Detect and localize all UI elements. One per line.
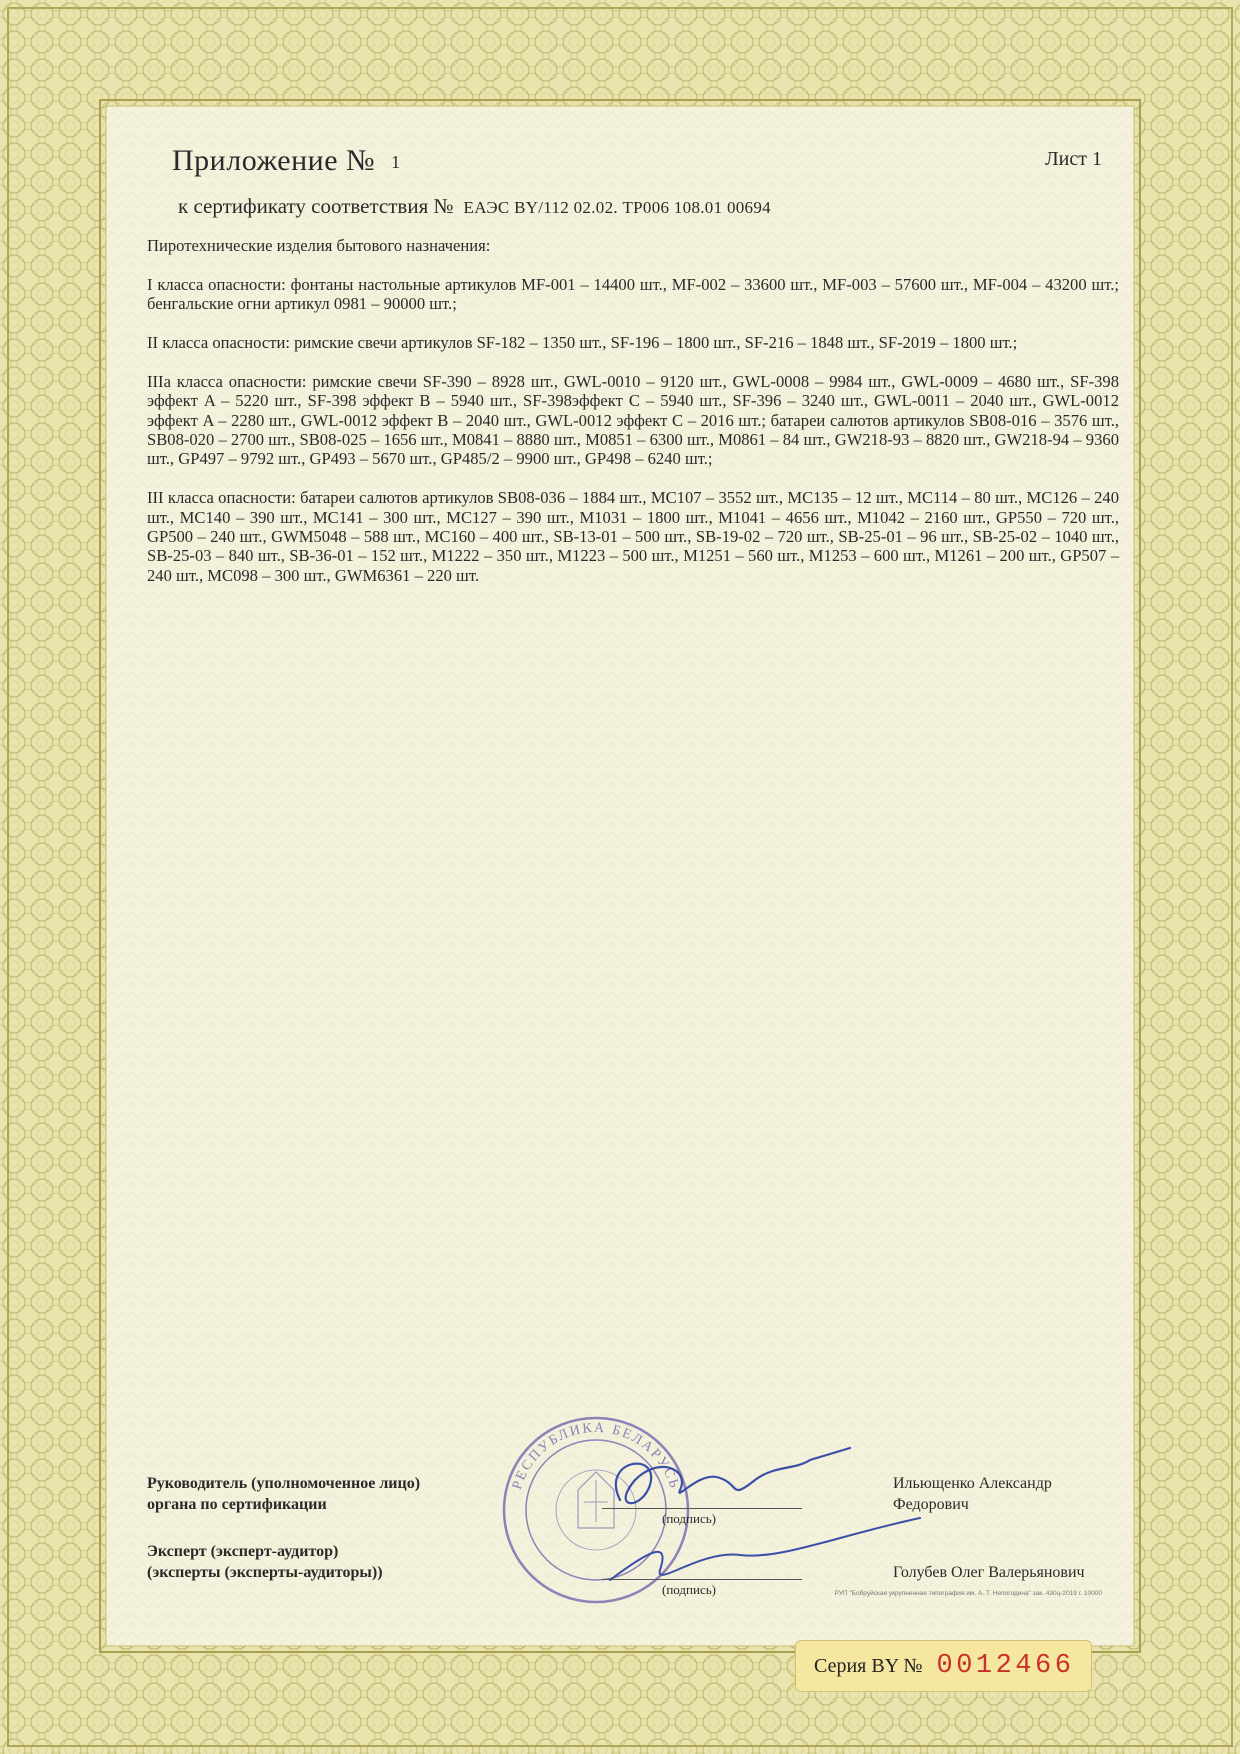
expert-label (147, 1541, 383, 1583)
series-box (795, 1640, 1092, 1692)
series-number: 0012466 (936, 1651, 1075, 1681)
hazard-class-1-paragraph: I класса опасности: фонтаны настольные артикулов MF-001 – 14400 шт., MF-002 – 33600 шт., MF-003 – 57600 шт., MF-004 – 43200 шт.; бенгальские огни артикул 0981 – 90000 шт.; (147, 274, 1119, 314)
expert-label-line1: Эксперт (эксперт-аудитор) (147, 1543, 339, 1560)
appendix-title (172, 144, 401, 178)
appendix-number: 1 (391, 152, 401, 172)
head-label (147, 1473, 420, 1515)
head-signature-line (602, 1508, 802, 1509)
expert-signature-caption: (подпись) (662, 1582, 716, 1597)
hazard-class-3a-paragraph: IIIa класса опасности: римские свечи SF-390 – 8928 шт., GWL-0010 – 9120 шт., GWL-0008 – 9984 шт., GWL-0009 – 4680 шт., SF-398 эффект A – 5220 шт., SF-398 эффект B – 5940 шт., SF-398эффект C – 5940 шт., SF-396 – 3240 шт., GWL-0011 – 2040 шт., GWL-0012 эффект A – 2280 шт., GWL-0012 эффект B – 2040 шт., GWL-0012 эффект C – 2016 шт.; батареи салютов артикулов SB08-016 – 3576 шт., SB08-020 – 2700 шт., SB08-025 – 1656 шт., M0841 – 8880 шт., M0851 – 6300 шт., M0861 – 84 шт., GW218-93 – 8820 шт., GW218-94 – 9360 шт., GP497 – 9792 шт., GP493 – 5670 шт., GP485/2 – 9900 шт., GP498 – 6240 шт.; (147, 371, 1119, 469)
stamp-text: РЕСПУБЛИКА БЕЛАРУСЬ (509, 1420, 683, 1492)
printer-info: РУП "Бобруйская укрупненная типография им. А. Т. Непогодина" зак. 430ц-2019 г. 10000 (834, 1590, 1102, 1597)
expert-label-line2: (эксперты (эксперты-аудиторы)) (147, 1564, 383, 1581)
expert-signature-line (602, 1579, 802, 1580)
document-body (147, 236, 1119, 605)
hazard-class-3-paragraph: III класса опасности: батареи салютов артикулов SB08-036 – 1884 шт., MC107 – 3552 шт., MC135 – 12 шт., MC114 – 80 шт., MC126 – 240 шт., MC140 – 390 шт., MC141 – 300 шт., MC127 – 390 шт., M1031 – 1800 шт., M1041 – 4656 шт., M1042 – 2160 шт., GP550 – 720 шт., GP500 – 240 шт., GWM5048 – 588 шт., MC160 – 400 шт., SB-13-01 – 500 шт., SB-19-02 – 720 шт., SB-25-01 – 96 шт., SB-25-02 – 1040 шт., SB-25-03 – 840 шт., SB-36-01 – 152 шт., M1222 – 350 шт., M1223 – 500 шт., M1251 – 560 шт., M1253 – 600 шт., M1261 – 200 шт., GP507 – 240 шт., MC098 – 300 шт., GWM6361 – 220 шт. (147, 488, 1119, 585)
certificate-number: ЕАЭС BY/112 02.02. ТР006 108.01 00694 (463, 198, 771, 217)
expert-name: Голубев Олег Валерьянович (893, 1564, 1085, 1581)
appendix-title-text: Приложение № (172, 144, 376, 177)
head-name-line2: Федорович (893, 1496, 969, 1513)
signature-expert (590, 1510, 940, 1600)
hazard-class-2-paragraph: II класса опасности: римские свечи артикулов SF-182 – 1350 шт., SF-196 – 1800 шт., SF-216 – 1848 шт., SF-2019 – 1800 шт.; (147, 333, 1018, 352)
certificate-reference (178, 194, 771, 219)
sheet-number: Лист 1 (1045, 148, 1102, 170)
certificate-reference-label: к сертификату соответствия № (178, 194, 454, 218)
head-signature-caption: (подпись) (662, 1511, 716, 1526)
head-name-line1: Ильющенко Александр (893, 1475, 1052, 1492)
intro-text: Пиротехнические изделия бытового назначения: (147, 236, 491, 255)
head-label-line1: Руководитель (уполномоченное лицо) (147, 1475, 421, 1492)
head-name (893, 1473, 1052, 1515)
series-label: Серия BY № (814, 1654, 923, 1677)
head-label-line2: органа по сертификации (147, 1496, 327, 1513)
